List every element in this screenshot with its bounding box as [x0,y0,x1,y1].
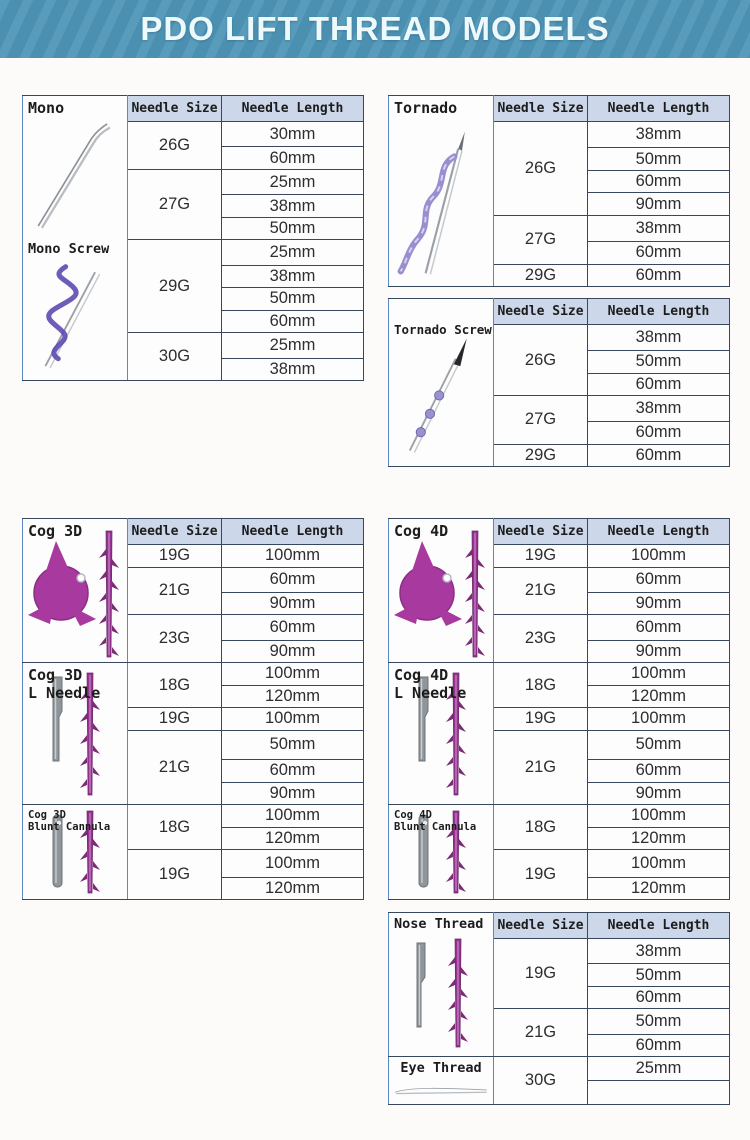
needle-length-cell: 100mm [222,663,364,686]
needle-length-cell: 60mm [588,986,730,1009]
needle-size-cell: 18G [494,805,588,850]
needle-length-cell: 100mm [222,805,364,828]
needle-length-cell: 38mm [588,215,730,241]
needle-size-cell: 19G [494,850,588,900]
needle-size-cell: 21G [494,730,588,805]
thread-illustration-cell [389,1057,494,1105]
needle-length-cell: 60mm [222,567,364,592]
needle-size-cell: 26G [128,122,222,170]
mono-needle-icon [29,112,121,232]
spec-table [22,95,364,381]
needle-size-cell: 21G [128,730,222,805]
needle-size-header: Needle Size [128,96,222,122]
needle-length-cell: 60mm [222,147,364,170]
thread-illustration-cell [23,805,128,900]
needle-length-cell: 25mm [222,333,364,358]
needle-size-header: Needle Size [128,519,222,545]
cog-4d-thread-table [388,518,730,900]
needle-length-cell: 120mm [222,877,364,900]
needle-length-cell: 50mm [222,217,364,240]
needle-length-cell: 60mm [588,264,730,287]
thread-label: Eye Thread [400,1060,482,1076]
needle-length-cell: 60mm [588,567,730,592]
needle-size-cell: 27G [128,169,222,239]
cog-3d-thread-table [22,518,364,900]
needle-size-cell: 29G [494,264,588,287]
needle-size-cell: 30G [128,333,222,381]
needle-length-cell: 38mm [222,195,364,218]
needle-length-cell: 38mm [588,325,730,351]
needle-length-cell: 60mm [588,422,730,445]
needle-size-header: Needle Size [494,913,588,939]
spec-table [388,95,730,287]
needle-size-header: Needle Size [494,519,588,545]
needle-length-cell: 25mm [222,169,364,194]
needle-size-cell: 19G [494,939,588,1009]
needle-length-cell: 60mm [588,242,730,265]
thread-illustration-cell [23,519,128,663]
thread-illustration-cell [389,805,494,900]
eye-needle-icon [391,1083,490,1101]
mono-thread-table [22,95,364,381]
thread-illustration-cell [389,663,494,805]
needle-length-cell: 90mm [588,782,730,805]
needle-size-cell: 19G [494,708,588,731]
needle-length-cell: 60mm [222,760,364,783]
needle-size-header: Needle Size [494,299,588,325]
spec-table [388,912,730,1105]
mono-screw-icon [27,252,119,372]
thread-label: Cog 3D Blunt Cannula [28,809,111,834]
needle-length-header: Needle Length [222,96,364,122]
thread-illustration-cell [23,96,128,381]
needle-size-cell: 21G [128,567,222,615]
needle-size-cell: 26G [494,122,588,216]
needle-length-header: Needle Length [588,519,730,545]
needle-length-cell: 38mm [588,122,730,148]
needle-size-cell: 26G [494,325,588,396]
needle-length-cell: 120mm [222,685,364,708]
needle-size-cell: 18G [494,663,588,708]
needle-size-cell: 23G [494,615,588,663]
nose-needle-icon [389,931,493,1053]
nose-eye-thread-table [388,912,730,1105]
needle-length-cell: 60mm [222,310,364,333]
needle-length-cell: 90mm [588,193,730,216]
tornado-screw-thread-table [388,298,730,467]
thread-label: Tornado [394,99,458,117]
page-header [0,0,750,58]
needle-length-cell [588,1081,730,1105]
needle-length-cell: 50mm [588,730,730,760]
thread-label: Cog 4D L Needle [394,666,467,702]
needle-length-cell: 120mm [588,877,730,900]
needle-length-cell: 38mm [222,358,364,381]
needle-size-cell: 29G [128,240,222,333]
thread-label: Cog 4D Blunt Cannula [394,809,477,834]
needle-length-cell: 60mm [588,760,730,783]
needle-size-cell: 30G [494,1057,588,1105]
needle-length-cell: 100mm [588,850,730,878]
needle-length-cell: 50mm [588,1009,730,1034]
needle-size-cell: 19G [128,708,222,731]
needle-size-header: Needle Size [494,96,588,122]
needle-length-cell: 60mm [588,1034,730,1057]
needle-length-cell: 100mm [222,850,364,878]
needle-size-cell: 27G [494,396,588,445]
needle-length-header: Needle Length [588,96,730,122]
needle-length-cell: 50mm [222,730,364,760]
needle-length-cell: 25mm [222,240,364,265]
spec-table [388,298,730,467]
needle-size-cell: 21G [494,1009,588,1057]
needle-length-cell: 30mm [222,122,364,147]
needle-length-header: Needle Length [222,519,364,545]
thread-label: Cog 3D [28,522,83,540]
needle-size-cell: 19G [128,545,222,568]
needle-length-cell: 50mm [588,351,730,374]
needle-length-cell: 100mm [222,545,364,568]
thread-label: Cog 4D [394,522,449,540]
needle-length-cell: 60mm [588,444,730,467]
needle-size-cell: 23G [128,615,222,663]
needle-length-cell: 100mm [222,708,364,731]
tornado-thread-table [388,95,730,287]
tornado-icon [391,122,487,280]
needle-length-cell: 100mm [588,545,730,568]
thread-label: Tornado Screw [394,322,492,337]
thread-illustration-cell [23,663,128,805]
needle-length-cell: 25mm [588,1057,730,1081]
thread-label: Cog 3D L Needle [28,666,101,702]
needle-length-cell: 90mm [588,592,730,615]
needle-length-header: Needle Length [588,299,730,325]
needle-length-cell: 90mm [222,640,364,663]
needle-length-cell: 100mm [588,805,730,828]
needle-size-cell: 21G [494,567,588,615]
thread-illustration-cell [389,519,494,663]
needle-length-cell: 120mm [588,827,730,850]
needle-size-cell: 27G [494,215,588,264]
thread-illustration-cell [389,299,494,467]
needle-length-cell: 120mm [222,827,364,850]
page-title: PDO LIFT THREAD MODELS [140,10,610,47]
needle-size-cell: 19G [494,545,588,568]
needle-length-cell: 90mm [588,640,730,663]
needle-length-cell: 60mm [222,615,364,640]
thread-illustration-cell [389,96,494,287]
needle-size-cell: 19G [128,850,222,900]
needle-length-cell: 38mm [588,939,730,964]
needle-length-cell: 90mm [222,592,364,615]
needle-length-header: Needle Length [588,913,730,939]
needle-length-cell: 100mm [588,708,730,731]
needle-size-cell: 18G [128,805,222,850]
needle-length-cell: 38mm [222,265,364,288]
needle-length-cell: 50mm [222,288,364,311]
needle-length-cell: 60mm [588,373,730,396]
thread-label: Mono Screw [28,241,110,257]
needle-length-cell: 50mm [588,148,730,171]
needle-length-cell: 60mm [588,615,730,640]
thread-illustration-cell [389,913,494,1057]
thread-label: Nose Thread [394,916,484,932]
needle-size-cell: 29G [494,444,588,467]
needle-size-cell: 18G [128,663,222,708]
tornado-screw-icon [395,333,487,457]
thread-label: Mono [28,99,65,117]
needle-length-cell: 50mm [588,964,730,987]
spec-table [388,518,730,900]
spec-table [22,518,364,900]
needle-length-cell: 60mm [588,170,730,193]
needle-length-cell: 120mm [588,685,730,708]
needle-length-cell: 100mm [588,663,730,686]
needle-length-cell: 90mm [222,782,364,805]
needle-length-cell: 38mm [588,396,730,422]
